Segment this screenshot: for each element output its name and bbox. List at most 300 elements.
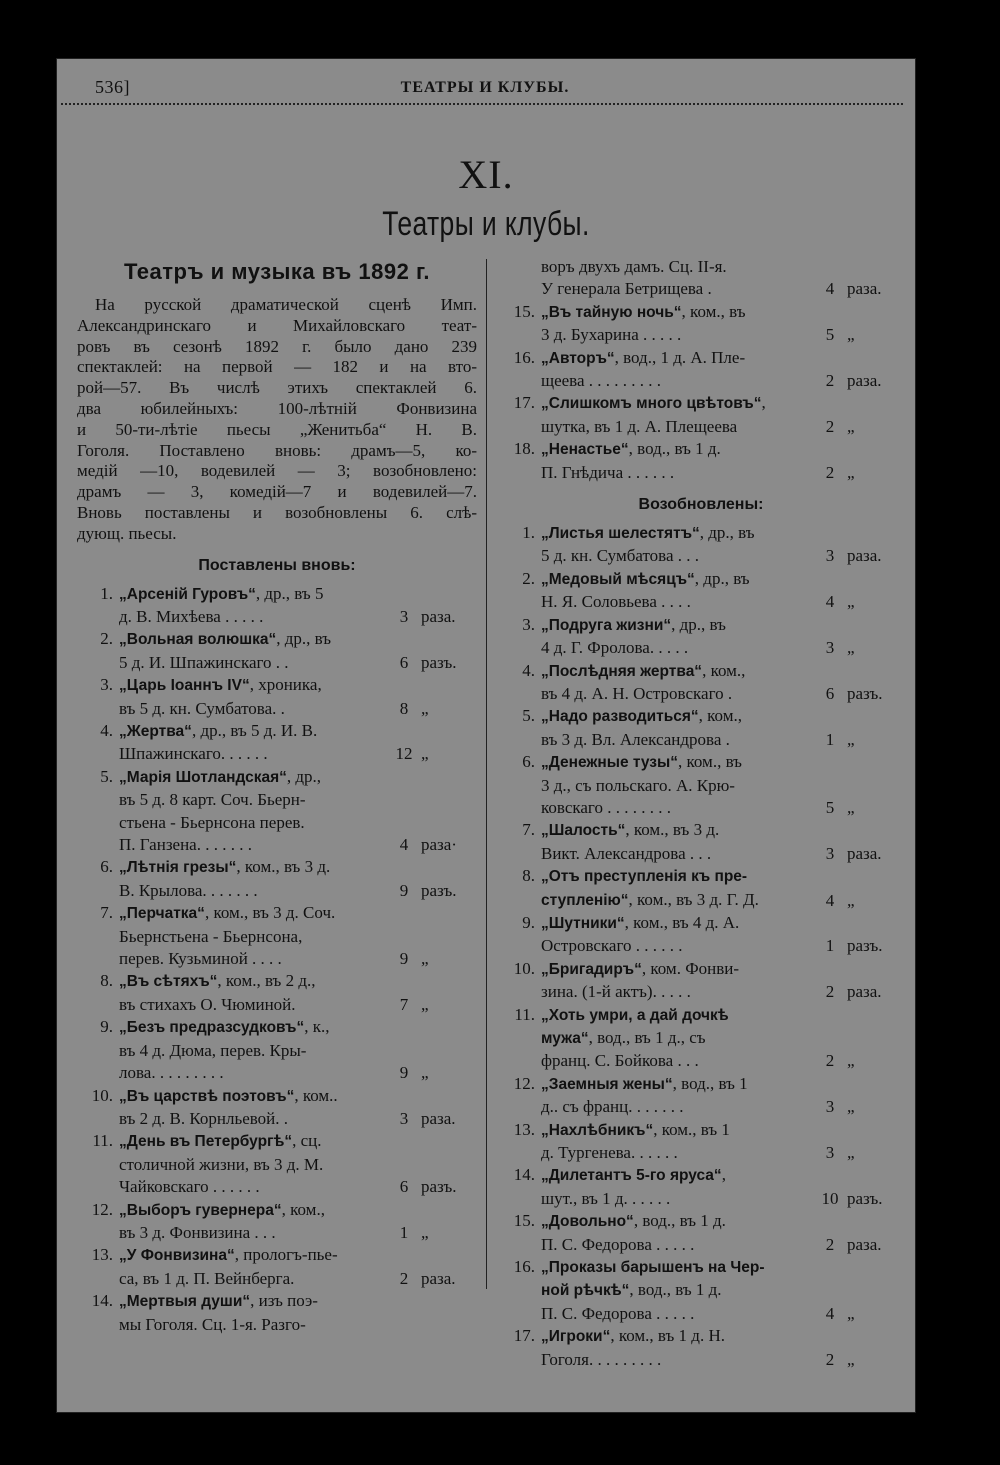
play-entry [499, 751, 903, 819]
performance-count: 3 „ [825, 1143, 855, 1163]
entry-number: 13. [513, 1119, 535, 1139]
play-details: шутка, въ 1 д. А. Плещеева [541, 416, 738, 436]
entry-line [119, 926, 385, 948]
entry-line [119, 674, 385, 697]
entry-number: 2. [100, 629, 113, 649]
play-details: , [761, 393, 766, 413]
play-details: , ком., въ 1 [653, 1119, 730, 1139]
entry-line [119, 1154, 385, 1176]
play-details: въ 5 д. кн. Сумбатова. . [119, 698, 285, 718]
play-title: „Надо разводиться“ [541, 708, 699, 726]
entry-line [541, 843, 811, 865]
play-details: , др., въ [671, 614, 726, 634]
entry-number: 17. [513, 1326, 535, 1346]
play-title: „Перчатка“ [119, 905, 205, 923]
play-details: , вод., въ 1 д. [629, 1280, 722, 1300]
entry-line [541, 1073, 811, 1096]
play-title: „Довольно“ [541, 1213, 634, 1231]
play-title: „У Фонвизина“ [119, 1247, 235, 1265]
performance-count: 6 разъ. [825, 683, 883, 703]
performance-count: 2 „ [825, 1349, 855, 1369]
performance-count: 7 „ [399, 994, 429, 1014]
entry-line [119, 606, 385, 628]
play-details: , ком., въ 4 д. А. [624, 912, 740, 932]
entry-line [541, 591, 811, 613]
performance-count: 5 „ [825, 797, 855, 817]
entry-number: 3. [100, 675, 113, 695]
entry-line [119, 652, 385, 674]
play-entry [499, 522, 903, 568]
entry-line [541, 958, 811, 981]
play-title: „Мертвыя души“ [119, 1293, 251, 1311]
entry-line [541, 751, 811, 774]
entry-number: 4. [100, 721, 113, 740]
entry-line [541, 1325, 811, 1348]
play-details: въ 4 д. А. Н. Островскаго . [541, 683, 733, 703]
entry-line [541, 1050, 811, 1072]
performance-count: 2 „ [825, 1051, 855, 1071]
play-details: перев. Кузьминой . . . . [119, 949, 282, 969]
entry-number: 3. [522, 614, 535, 634]
new-plays-list-continued [499, 301, 903, 484]
performance-count: 4 „ [825, 890, 855, 910]
play-title: „Проказы барышенъ на Чер- [541, 1259, 765, 1277]
play-title: „Въ сѣтяхъ“ [119, 973, 218, 991]
play-details: , вод., въ 1 [672, 1073, 748, 1093]
performance-count: 3 „ [825, 1097, 855, 1117]
play-entry [77, 970, 477, 1016]
entry-line [119, 1290, 385, 1313]
header-rule [61, 103, 903, 109]
entry-line [541, 522, 811, 545]
play-entry [77, 856, 477, 902]
play-details: 5 д. кн. Сумбатова . . . [541, 546, 700, 566]
play-details: франц. С. Бойкова . . . [541, 1051, 699, 1071]
play-details: , вод., въ 1 д., съ [588, 1028, 706, 1047]
entry-line [541, 370, 811, 392]
play-details: д.. съ франц. . . . . . . [541, 1097, 684, 1117]
entry-line [541, 1210, 811, 1233]
entry-line [119, 789, 385, 811]
play-details: , ком., [702, 660, 746, 680]
play-details: въ стихахъ О. Чюминой. [119, 994, 296, 1014]
entry-line [119, 698, 385, 720]
play-details: мы Гоголя. Сц. 1-я. Разго- [119, 1314, 306, 1334]
entry-line [541, 1349, 811, 1371]
entry-line [541, 1004, 811, 1027]
play-title: „Бригадиръ“ [541, 960, 642, 978]
play-details: , ком. Фонви- [641, 958, 740, 978]
play-title: „Хоть умри, а дай дочкѣ [541, 1006, 729, 1024]
play-title: „Послѣдняя жертва“ [541, 662, 703, 680]
play-entry [499, 1256, 903, 1325]
entry-number: 10. [513, 958, 535, 978]
play-details: въ 3 д. Вл. Александрова . [541, 729, 730, 749]
entry-line [541, 438, 811, 461]
play-entry [77, 1290, 477, 1336]
play-title: „Медовый мѣсяцъ“ [541, 570, 695, 588]
entry-number: 12. [513, 1073, 535, 1093]
play-details: , др., въ [694, 568, 750, 588]
entry-number: 8. [522, 866, 535, 886]
play-details: , [721, 1165, 726, 1185]
play-title: „День въ Петербургѣ“ [119, 1133, 293, 1151]
performance-count: 4 раза· [399, 835, 457, 855]
play-details: въ 4 д. Дюма, перев. Кры- [119, 1040, 307, 1060]
play-details: , вод., въ 1 д. [633, 1211, 726, 1231]
entry-number: 16. [513, 347, 535, 367]
play-details: , др., въ 5 д. И. В. [191, 721, 318, 740]
play-title: „Вольная волюшка“ [119, 631, 277, 649]
play-details: Бьернстьена - Бьернсона, [119, 926, 303, 946]
entry-number: 1. [522, 523, 535, 543]
paragraph-line: два юбилейныхъ: 100-лѣтній Фонвизина [77, 398, 477, 418]
entry-line [541, 1096, 811, 1118]
play-entry [499, 392, 903, 438]
entry-line [119, 628, 385, 651]
paragraph-line: Александринскаго и Михайловскаго теат- [77, 315, 477, 335]
entry-line [541, 683, 811, 705]
play-details: , др., [286, 766, 322, 786]
play-details: въ 2 д. В. Корнльевой. . [119, 1108, 289, 1128]
play-entry [77, 674, 477, 720]
play-entry [499, 1004, 903, 1073]
entry-line [541, 1256, 811, 1279]
entry-number: 15. [513, 301, 535, 321]
performance-count: 9 разъ. [399, 880, 457, 900]
play-title: ной рѣчкѣ“ [541, 1282, 630, 1300]
play-title: „Ненастье“ [541, 441, 629, 459]
entry-number: 5. [522, 706, 535, 726]
performance-count: 2 раза. [825, 371, 882, 391]
chapter-number: XI. [458, 152, 514, 197]
play-details: зина. (1-й актъ). . . . . [541, 982, 691, 1002]
entry-number: 17. [513, 393, 535, 413]
performance-count: 6 разъ. [399, 1177, 457, 1197]
play-details: ковскаго . . . . . . . . [541, 797, 671, 817]
book-page [56, 58, 916, 1413]
play-details: , ком., [698, 706, 742, 726]
entry-number: 9. [100, 1017, 113, 1037]
entry-line [119, 1244, 385, 1267]
play-title: „Безъ предразсудковъ“ [119, 1019, 305, 1037]
play-details: , ком., въ 3 д. Соч. [204, 903, 336, 923]
play-details: въ 5 д. 8 карт. Соч. Бьерн- [119, 790, 306, 810]
entry-line [541, 1027, 811, 1050]
entry-line [541, 912, 811, 935]
play-entry [77, 1085, 477, 1131]
entry-line [541, 889, 811, 912]
play-entry [77, 1130, 477, 1198]
play-details: , ком., въ 3 д. Г. Д. [628, 889, 759, 909]
entry-line [119, 1314, 385, 1336]
paragraph-line: медій —10, водевилей — 3; возобновлено: [77, 461, 477, 481]
entry-line [119, 856, 385, 879]
running-title: ТЕАТРЫ И КЛУБЫ. [400, 79, 570, 96]
play-entry [77, 766, 477, 857]
play-title: „Жертва“ [119, 723, 192, 740]
play-title: „Слишкомъ много цвѣтовъ“ [541, 395, 762, 413]
play-details: , вод., 1 д. А. Пле- [614, 347, 746, 367]
play-details: , ком., въ [681, 301, 746, 321]
entry-line [541, 347, 811, 370]
entry-number: 6. [100, 857, 113, 877]
performance-count: 1 разъ. [825, 936, 883, 956]
play-details: Н. Я. Соловьева . . . . [541, 592, 691, 612]
entry-number: 9. [522, 912, 535, 932]
entry-number: 12. [91, 1199, 113, 1219]
entry-line [119, 1062, 385, 1084]
entry-number: 10. [91, 1085, 113, 1105]
play-title: „Царь Іоаннъ IV“ [119, 677, 250, 695]
entry-line [541, 1279, 811, 1302]
play-entry [499, 705, 903, 751]
entry-line [541, 705, 811, 728]
paragraph-line: Вновь поставлены и возобновлены 6. слѣ- [77, 502, 477, 522]
entry-line [119, 743, 385, 765]
page-number: 536] [95, 77, 130, 97]
play-details: Чайковскаго . . . . . . [119, 1177, 260, 1197]
play-title: „Шалость“ [541, 822, 626, 840]
entry-number: 11. [514, 1004, 535, 1024]
play-details: са, въ 1 д. П. Вейнберга. [119, 1268, 295, 1288]
play-entry [499, 568, 903, 614]
play-details: , ком., [281, 1199, 325, 1219]
performance-count: 4 „ [825, 592, 855, 612]
section-title: Театръ и музыка въ 1892 г. [123, 259, 431, 284]
continued-line-2: У генерала Бетрищева . [541, 279, 712, 299]
entry-line [541, 1119, 811, 1142]
entry-line [119, 1222, 385, 1244]
entry-number: 7. [100, 903, 113, 923]
play-details: , изъ поэ- [250, 1291, 318, 1311]
play-title: „Въ царствѣ поэтовъ“ [119, 1087, 295, 1105]
play-details: д. В. Михѣева . . . . . [119, 606, 264, 626]
entry-line [119, 1016, 385, 1039]
paragraph-line: Гоголя. Поставлено вновь: драмъ—5, ко- [77, 440, 477, 460]
entry-number: 18. [513, 439, 535, 459]
entry-line [119, 1199, 385, 1222]
performance-count: 3 раза. [399, 1108, 456, 1128]
performance-count: 3 раза. [825, 843, 882, 863]
play-entry [499, 819, 903, 865]
play-entry [77, 1199, 477, 1245]
performance-count: 8 „ [399, 698, 429, 718]
play-entry [77, 628, 477, 674]
entry-number: 4. [522, 660, 535, 680]
entry-line [119, 1268, 385, 1290]
performance-count: 6 разъ. [399, 652, 457, 672]
entry-line [119, 834, 385, 856]
column-divider [486, 259, 487, 1289]
entry-number: 7. [522, 820, 535, 840]
play-details: , ком.. [294, 1085, 338, 1105]
entry-number: 6. [522, 752, 535, 772]
play-details: , др., въ [276, 629, 332, 649]
performance-count: 2 раза. [399, 1268, 456, 1288]
entry-number: 11. [92, 1131, 113, 1151]
play-title: „Заемныя жены“ [541, 1075, 673, 1093]
entry-line [541, 729, 811, 751]
play-title: „Листья шелестятъ“ [541, 525, 700, 543]
entry-line [541, 1142, 811, 1164]
entry-line [119, 812, 385, 834]
performance-count: 4 раза. [825, 279, 882, 299]
play-title: „Арсеній Гуровъ“ [119, 585, 256, 603]
play-entry [499, 1119, 903, 1165]
play-details: , хроника, [249, 675, 322, 695]
entry-line [541, 301, 811, 324]
entry-number: 13. [91, 1245, 113, 1265]
entry-line [541, 935, 811, 957]
entry-line [119, 1108, 385, 1130]
play-details: Шпажинскаго. . . . . . [119, 744, 268, 764]
performance-count: 10 разъ. [821, 1188, 883, 1208]
entry-line [541, 1188, 811, 1210]
entry-line [541, 981, 811, 1003]
performance-count: 1 „ [399, 1222, 429, 1242]
play-title: „Дилетантъ 5-го яруса“ [541, 1167, 722, 1185]
play-entry [499, 347, 903, 393]
entry-line [119, 1085, 385, 1108]
performance-count: 9 „ [399, 1063, 429, 1083]
entry-number: 1. [100, 583, 113, 603]
page-header [95, 77, 875, 103]
play-details: 5 д. И. Шпажинскаго . . [119, 652, 289, 672]
performance-count: 2 раза. [825, 1234, 882, 1254]
left-column [77, 259, 477, 1336]
renewed-plays-heading: Возобновлены: [638, 496, 764, 514]
play-details: лова. . . . . . . . . [119, 1063, 224, 1083]
play-title: ступленію“ [541, 891, 629, 909]
paragraph-line: ровъ въ сезонѣ 1892 г. было дано 239 [77, 336, 477, 356]
play-entry [499, 1073, 903, 1119]
play-entry [499, 1325, 903, 1371]
entry-line [119, 880, 385, 902]
entry-number: 14. [513, 1165, 535, 1185]
play-details: , ком., въ 3 д. [236, 857, 331, 877]
performance-count: 2 „ [825, 462, 855, 482]
entry-line [541, 416, 811, 438]
play-entry [77, 720, 477, 766]
play-details: П. Ганзена. . . . . . . [119, 835, 252, 855]
right-column [499, 256, 903, 1371]
entry-line [541, 1164, 811, 1187]
entry-line [541, 545, 811, 567]
entry-line [541, 568, 811, 591]
play-details: щеева . . . . . . . . . [541, 371, 662, 391]
performance-count: 3 раза. [399, 606, 456, 626]
performance-count: 3 „ [825, 638, 855, 658]
play-title: „Выборъ гувернера“ [119, 1201, 282, 1219]
play-details: Гоголя. . . . . . . . . [541, 1349, 662, 1369]
play-details: , вод., въ 1 д. [628, 439, 721, 459]
entry-line [119, 583, 385, 606]
performance-count: 3 раза. [825, 546, 882, 566]
entry-line [541, 865, 811, 888]
intro-paragraph [77, 295, 477, 545]
entry-number: 15. [513, 1211, 535, 1231]
renewed-plays-list [499, 522, 903, 1371]
play-entry [77, 1016, 477, 1084]
play-title: „Шутники“ [541, 914, 625, 932]
play-details: , ком., въ 2 д., [217, 971, 316, 991]
play-title: мужа“ [541, 1030, 589, 1047]
chapter-title: Театры и клубы. [382, 205, 590, 243]
play-details: , сц. [292, 1131, 322, 1151]
play-entry [77, 902, 477, 970]
continued-line-1: воръ двухъ дамъ. Сц. II-я. [541, 257, 727, 276]
entry-number: 16. [513, 1257, 535, 1277]
paragraph-line: спектаклей: на первой — 182 и на вто- [77, 357, 477, 377]
play-details: шут., въ 1 д. . . . . . [541, 1188, 671, 1208]
entry-line [541, 1303, 811, 1325]
play-details: въ 3 д. Фонвизина . . . [119, 1222, 276, 1242]
performance-count: 12 „ [395, 744, 429, 764]
play-details: , ком., въ 1 д. Н. [610, 1326, 725, 1346]
play-details: Викт. Александрова . . . [541, 843, 712, 863]
entry-line [541, 660, 811, 683]
entry-line [541, 614, 811, 637]
continued-entry [499, 256, 903, 301]
play-entry [499, 660, 903, 706]
play-title: „Въ тайную ночь“ [541, 303, 682, 321]
play-entry [499, 1210, 903, 1256]
play-title: „Игроки“ [541, 1328, 611, 1346]
play-entry [499, 958, 903, 1004]
play-details: , ком., въ [677, 752, 742, 772]
entry-line [541, 775, 811, 797]
entry-line [541, 797, 811, 819]
paragraph-line: и 50-ти-лѣтіе пьесы „Женитьба“ Н. В. [77, 419, 477, 439]
play-details: Островскаго . . . . . . [541, 936, 683, 956]
entry-line [119, 994, 385, 1016]
entry-line [119, 766, 385, 789]
play-entry [77, 583, 477, 629]
play-details: стьена - Бьернсона перев. [119, 812, 305, 832]
performance-count: 2 раза. [825, 982, 882, 1002]
entry-number: 8. [100, 971, 113, 991]
entry-line [119, 1176, 385, 1198]
entry-line [119, 948, 385, 970]
play-entry [499, 1164, 903, 1210]
new-plays-list [77, 583, 477, 1336]
entry-line [541, 462, 811, 484]
entry-line [541, 819, 811, 842]
performance-count: 4 „ [825, 1303, 855, 1323]
performance-count: 5 „ [825, 325, 855, 345]
play-entry [499, 438, 903, 484]
play-details: П. С. Федорова . . . . . [541, 1303, 695, 1323]
entry-line [119, 720, 385, 743]
entry-line [541, 1234, 811, 1256]
play-entry [499, 912, 903, 958]
play-entry [77, 1244, 477, 1290]
play-details: столичной жизни, въ 3 д. М. [119, 1154, 324, 1174]
performance-count: 9 „ [399, 949, 429, 969]
play-details: , к., [304, 1017, 330, 1037]
play-details: В. Крылова. . . . . . . [119, 880, 258, 900]
play-details: 3 д., съ польскаго. А. Крю- [541, 775, 735, 795]
paragraph-line: рой—57. Въ числѣ этихъ спектаклей 6. [77, 378, 477, 398]
entry-line [541, 392, 811, 415]
performance-count: 1 „ [825, 729, 855, 749]
new-plays-heading: Поставлены вновь: [198, 556, 356, 574]
play-title: „Денежные тузы“ [541, 754, 678, 772]
paragraph-line: дующ. пьесы. [77, 523, 177, 543]
play-details: , др., въ 5 [255, 583, 324, 603]
play-title: „Авторъ“ [541, 349, 615, 367]
